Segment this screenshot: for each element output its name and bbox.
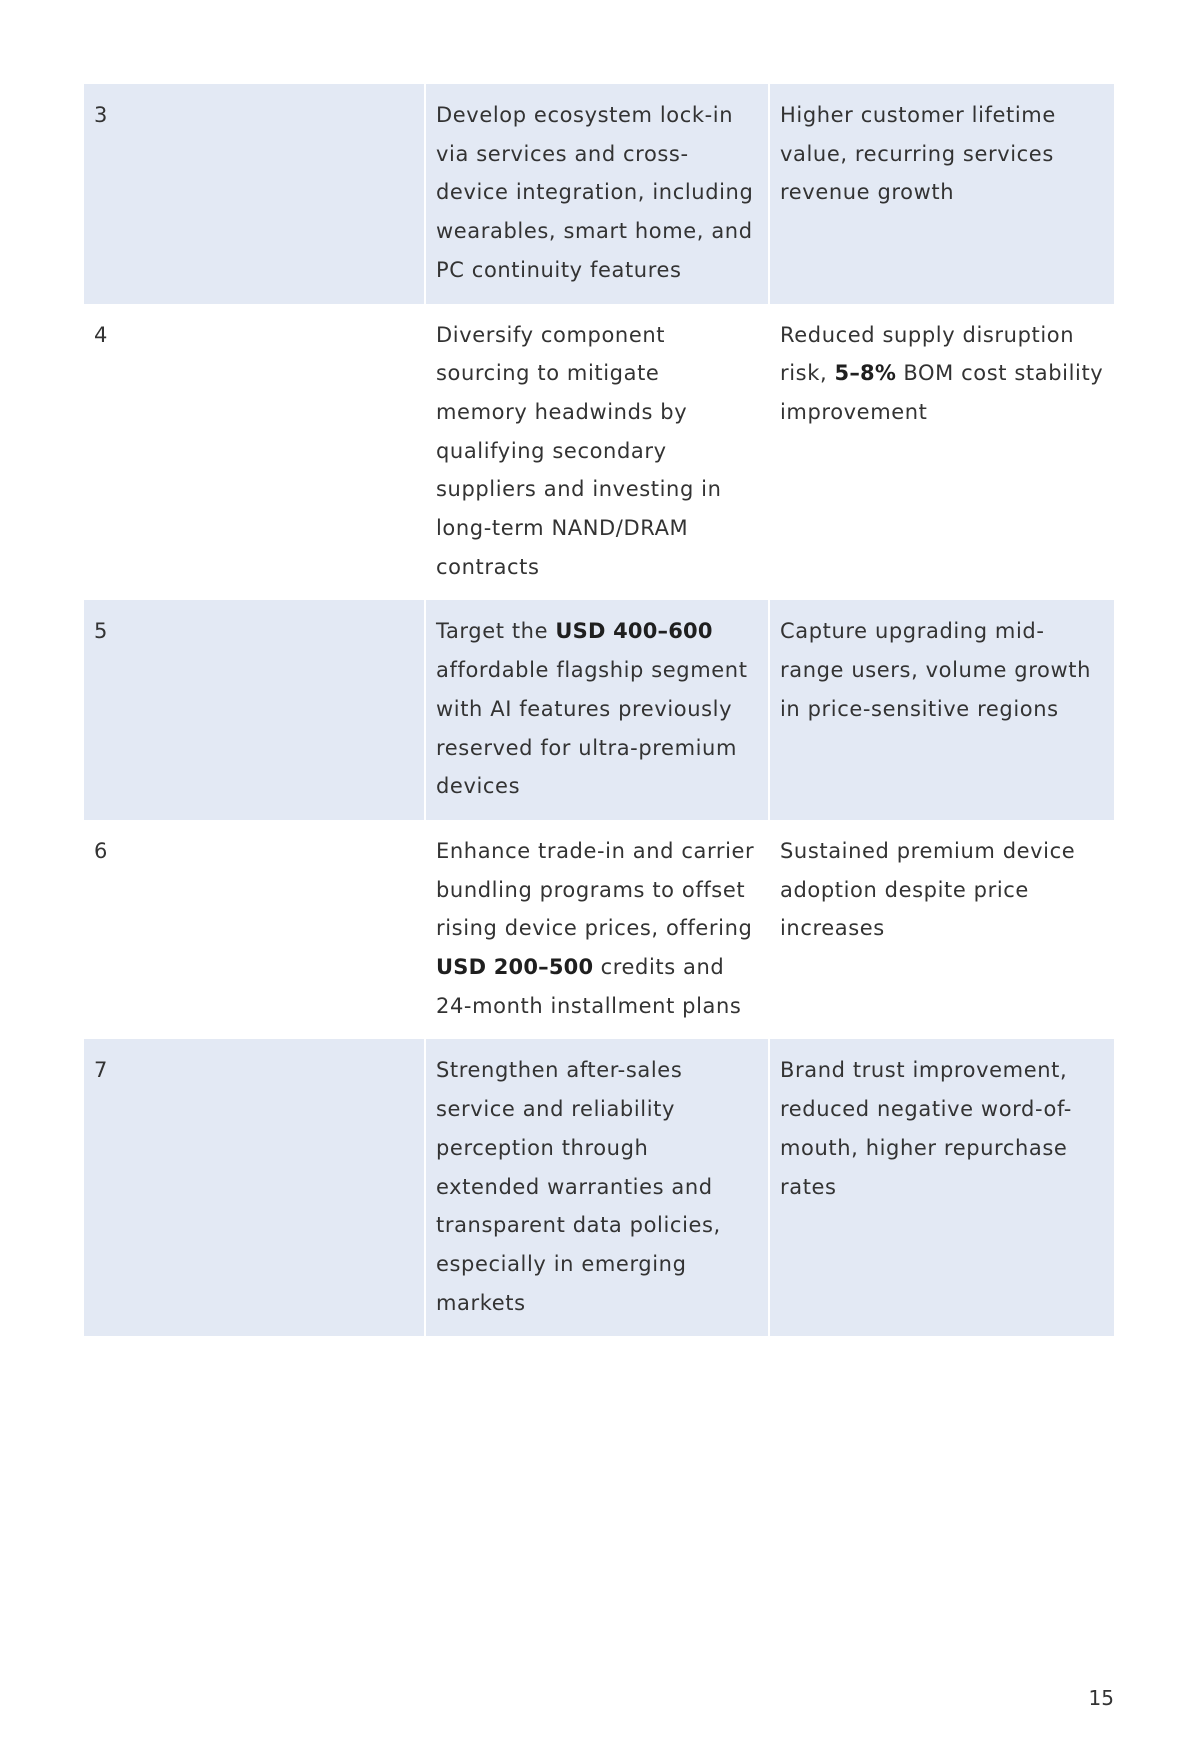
impact-highlight: 5–8% — [834, 361, 897, 386]
action-cell: Develop ecosystem lock-in via services and cross-device integration, including wearables, smart home, and PC continuity features — [425, 84, 769, 304]
impact-cell: Reduced supply disruption risk, 5–8% BOM cost stability improvement — [769, 304, 1114, 601]
action-cell: Enhance trade-in and carrier bundling programs to offset rising device prices, offering USD 200–500 credits and 24-month installment plans — [425, 820, 769, 1040]
row-number: 3 — [84, 84, 425, 304]
action-highlight: USD 200–500 — [436, 955, 594, 980]
table-row — [84, 600, 1114, 820]
table-row — [84, 304, 1114, 601]
strategy-table — [84, 84, 1114, 1336]
row-number: 6 — [84, 820, 425, 1040]
row-number: 5 — [84, 600, 425, 820]
table-row — [84, 820, 1114, 1040]
impact-cell: Capture upgrading mid-range users, volume growth in price-sensitive regions — [769, 600, 1114, 820]
table-row — [84, 84, 1114, 304]
impact-cell: Sustained premium device adoption despite price increases — [769, 820, 1114, 1040]
action-cell: Strengthen after-sales service and reliability perception through extended warranties and transparent data policies, especially in emerging markets — [425, 1039, 769, 1336]
row-number: 7 — [84, 1039, 425, 1336]
table-row — [84, 1039, 1114, 1336]
impact-cell: Higher customer lifetime value, recurring services revenue growth — [769, 84, 1114, 304]
action-cell: Diversify component sourcing to mitigate memory headwinds by qualifying secondary suppliers and investing in long-term NAND/DRAM contracts — [425, 304, 769, 601]
action-highlight: USD 400–600 — [555, 619, 713, 644]
impact-cell: Brand trust improvement, reduced negative word-of-mouth, higher repurchase rates — [769, 1039, 1114, 1336]
row-number: 4 — [84, 304, 425, 601]
page-number: 15 — [1088, 1686, 1114, 1710]
action-cell: Target the USD 400–600 affordable flagship segment with AI features previously reserved for ultra-premium devices — [425, 600, 769, 820]
